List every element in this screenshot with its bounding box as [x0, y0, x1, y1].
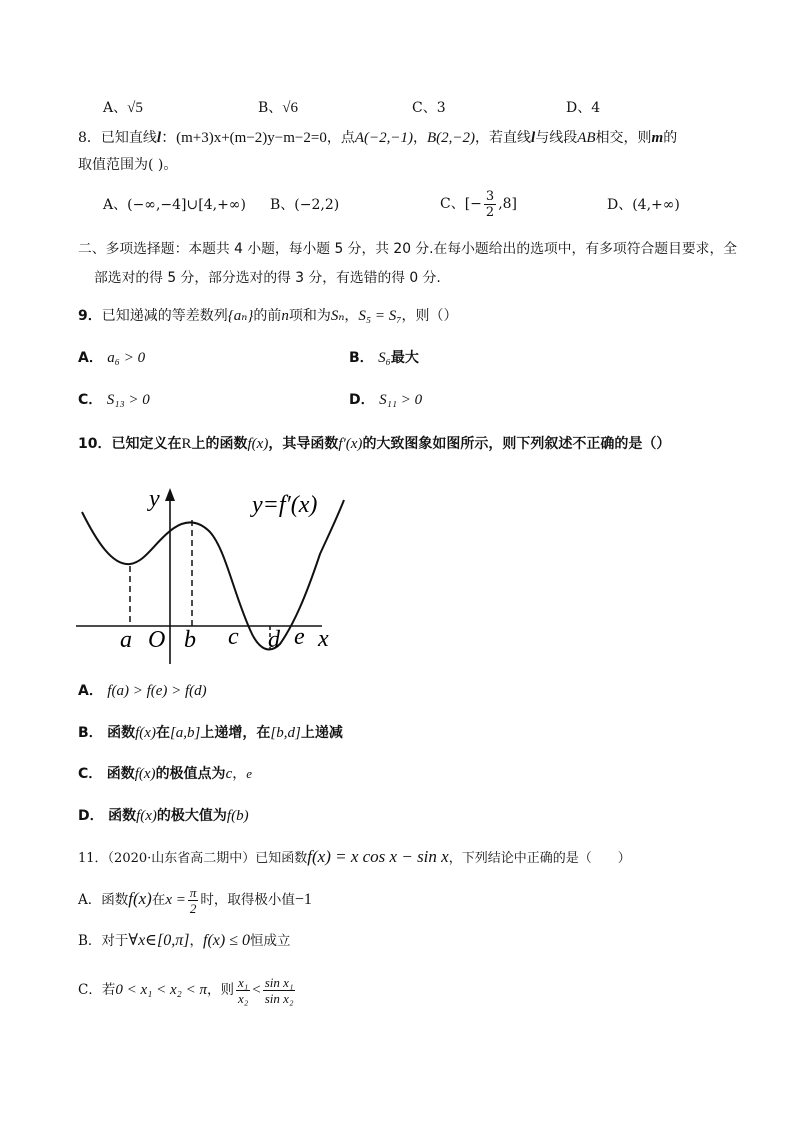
- q10-text-c: ，其导函数: [268, 436, 339, 452]
- graph-label-b: b: [184, 627, 196, 653]
- q7-option-a-value: √5: [127, 100, 143, 116]
- q9-option-b: [349, 348, 419, 368]
- q10-option-c-c: c: [225, 766, 233, 782]
- q9-option-d: [349, 390, 422, 410]
- q7-option-b-label: B、: [258, 100, 283, 116]
- y-axis-arrow: [165, 488, 175, 501]
- q9-condition: S₅ = S₇: [358, 308, 402, 324]
- q9-option-d-label: D．: [349, 392, 375, 408]
- q11-option-c-text-b: ，则: [206, 982, 234, 998]
- q11-option-a-text-c: 时，取得极小值: [200, 892, 295, 908]
- q11-option-a-value: −1: [294, 891, 312, 908]
- q10-option-c-e: e: [246, 766, 253, 781]
- q10-text-b: 上的函数: [191, 436, 248, 452]
- q9-option-a-label: A．: [78, 350, 103, 366]
- q9-n: n: [281, 308, 289, 324]
- q10-option-b-text-c: 上递增，在: [200, 725, 271, 741]
- q11-option-a-text-a: A．函数: [78, 892, 129, 908]
- q8-option-d: D、(4,+∞): [607, 197, 680, 213]
- q9-stem: [78, 306, 457, 326]
- graph-function-label: y=f′(x): [252, 492, 318, 518]
- q11-option-b-text-b: 恒成立: [249, 933, 291, 949]
- q11-option-c-num1: x₁: [237, 975, 249, 990]
- q9-option-b-value: S₆: [378, 350, 391, 366]
- q8-text-f: 的: [663, 130, 678, 146]
- q11-option-b-text-a: B．对于: [78, 933, 129, 949]
- q10-stem: [78, 434, 670, 454]
- q10-option-c-label: C．: [78, 766, 103, 782]
- q8-line-name-2: l: [531, 130, 536, 146]
- q9-option-a: [78, 348, 145, 368]
- q9-text-c: 项和为: [288, 308, 331, 324]
- q11-option-a-text-b: 在: [151, 892, 166, 908]
- q9-text-d: ，则（）: [401, 308, 458, 324]
- q10-option-b-text-a: 函数: [107, 725, 136, 741]
- q11-option-b-quantifier: ∀x∈[0,π]: [128, 932, 190, 949]
- q11-option-c-num2: sin x₁: [264, 975, 294, 990]
- q8-line-name: l: [156, 130, 162, 146]
- q9-option-d-value: S₁₁ > 0: [379, 392, 423, 408]
- q10-option-b-interval2: [b,d]: [270, 725, 301, 741]
- q8-option-c-post: ,8]: [498, 196, 518, 212]
- q8-option-c-num: 3: [485, 188, 495, 204]
- q7-option-d: D、4: [566, 100, 601, 116]
- q10-option-d-fb: f(b): [226, 808, 249, 824]
- q8-stem: [78, 128, 677, 148]
- q8-option-b: B、(−2,2): [270, 197, 340, 213]
- q8-option-a: A、(−∞,−4]∪[4,+∞): [103, 197, 246, 213]
- graph-label-c: c: [228, 624, 239, 650]
- q8-option-c-den: 2: [485, 204, 495, 220]
- q11-stem: [78, 847, 631, 869]
- q10-option-d-text-a: 函数: [108, 808, 137, 824]
- q10-option-a-value: f(a) > f(e) > f(d): [107, 683, 207, 699]
- q10-option-b-text-d: 上递减: [300, 725, 343, 741]
- q11-option-a-num: π: [189, 885, 197, 900]
- q11-option-c-fraction2: [263, 975, 296, 1006]
- q10-option-a-label: A．: [78, 683, 103, 699]
- q9-option-a-value: a₆ > 0: [107, 350, 146, 366]
- section2-line2: 部选对的得 5 分，部分选对的得 3 分，有选错的得 0 分.: [94, 270, 441, 286]
- q10-option-d-text-b: 的极大值为: [156, 808, 227, 824]
- q11-option-b-fx: f(x) ≤ 0: [203, 932, 250, 949]
- q10-option-c-sep: ，: [232, 766, 247, 782]
- q9-option-b-label: B．: [349, 350, 374, 366]
- q9-text-b: 的前: [253, 308, 282, 324]
- graph-y-label: y: [149, 486, 160, 512]
- q8-variable: m: [651, 130, 664, 146]
- q7-option-a: [103, 98, 143, 118]
- q9-option-c-value: S₁₃ > 0: [106, 392, 150, 408]
- q10-fpx: f′(x): [338, 436, 363, 452]
- q7-option-a-label: A、: [103, 100, 128, 116]
- q11-option-b: [78, 931, 290, 951]
- q11-text-b: ，下列结论中正确的是（ ）: [448, 851, 631, 866]
- q10-option-d-fx: f(x): [136, 808, 157, 824]
- q10-r: R: [181, 436, 192, 452]
- q8-text-e: 相交，则: [595, 130, 652, 146]
- q11-option-c: [78, 970, 297, 1010]
- q9-option-c: [78, 390, 150, 410]
- q8-text-a: 已知直线: [100, 130, 157, 146]
- q9-sn: Sₙ: [330, 308, 345, 324]
- q11-option-a-den: 2: [189, 901, 197, 916]
- q10-option-b-label: B．: [78, 725, 103, 741]
- q9-text-a: 已知递减的等差数列: [101, 308, 228, 324]
- q11-option-c-text-a: C．若: [78, 982, 116, 998]
- q9-option-c-label: C．: [78, 392, 103, 408]
- q8-equation: ：(m+3)x+(m−2)y−m−2=0: [161, 130, 327, 146]
- q8-text-b: ，点: [326, 130, 355, 146]
- q8-number: 8．: [78, 130, 101, 146]
- q7-option-c: C、3: [412, 100, 446, 116]
- q10-number: 10．: [78, 436, 112, 452]
- q11-option-b-sep: ，: [189, 933, 203, 949]
- q8-option-c-fraction: [484, 189, 496, 220]
- q8-option-c-pre: C、[−: [440, 196, 482, 212]
- q10-option-c-fx: f(x): [134, 766, 156, 782]
- q11-option-c-fraction1: [236, 975, 250, 1006]
- q11-option-a-x: x =: [165, 892, 186, 908]
- q8-text-c: ，若直线: [475, 130, 532, 146]
- q11-option-c-condition: 0 < x₁ < x₂ < π: [115, 982, 207, 998]
- q9-number: 9．: [78, 308, 102, 324]
- q7-option-b-value: √6: [282, 100, 299, 116]
- graph-label-x: x: [318, 626, 329, 652]
- q11-option-a-fraction: [188, 885, 199, 916]
- q10-option-b-interval1: [a,b]: [169, 725, 201, 741]
- q10-option-d: [78, 806, 249, 826]
- q8-point-a: A(−2,−1): [354, 130, 413, 146]
- graph-label-e: e: [294, 624, 305, 650]
- q11-option-c-den2: sin x₂: [264, 991, 294, 1006]
- graph-label-d: d: [268, 627, 280, 653]
- q9-sequence: {aₙ}: [227, 308, 254, 324]
- q11-option-a: [78, 880, 312, 919]
- q9-option-b-text: 最大: [390, 350, 419, 366]
- q7-option-b: [258, 98, 298, 118]
- q8-segment: AB: [577, 130, 596, 146]
- q8-point-b: B(2,−2): [427, 130, 476, 146]
- q11-option-c-den1: x₂: [237, 991, 249, 1006]
- q10-option-d-label: D．: [78, 808, 104, 824]
- q10-fx: f(x): [247, 436, 269, 452]
- q11-source: （2020·山东省高二期中）: [107, 851, 256, 866]
- q11-option-a-fx: f(x): [128, 889, 152, 908]
- q11-function: f(x) = x cos x − sin x: [307, 847, 449, 866]
- q8-option-c: [440, 186, 517, 222]
- q10-text-d: 的大致图象如图所示，则下列叙述不正确的是（）: [362, 436, 671, 452]
- section2-line1: 二、多项选择题：本题共 4 小题，每小题 5 分，共 20 分.在每小题给出的选项中，有多项符合题目要求，全: [78, 241, 738, 257]
- q9-comma: ，: [344, 308, 359, 324]
- derivative-graph: [74, 484, 346, 670]
- q11-option-c-lt: <: [252, 982, 261, 998]
- graph-label-o: O: [148, 627, 166, 653]
- q11-text-a: 已知函数: [255, 851, 308, 866]
- q8-comma: ，: [413, 130, 427, 146]
- q8-text-d: 与线段: [535, 130, 578, 146]
- q10-option-b-text-b: 在: [155, 725, 170, 741]
- q8-stem-line2: 取值范围为( )。: [78, 157, 178, 173]
- q10-option-b: [78, 723, 343, 743]
- q10-option-c-text-b: 的极值点为: [155, 766, 226, 782]
- q11-number: 11．: [78, 851, 108, 866]
- q10-option-a: [78, 681, 207, 701]
- q10-option-c: [78, 764, 252, 784]
- q10-option-b-fx: f(x): [135, 725, 156, 741]
- q10-text-a: 已知定义在: [111, 436, 182, 452]
- q10-option-c-text-a: 函数: [106, 766, 135, 782]
- graph-label-a: a: [120, 627, 132, 653]
